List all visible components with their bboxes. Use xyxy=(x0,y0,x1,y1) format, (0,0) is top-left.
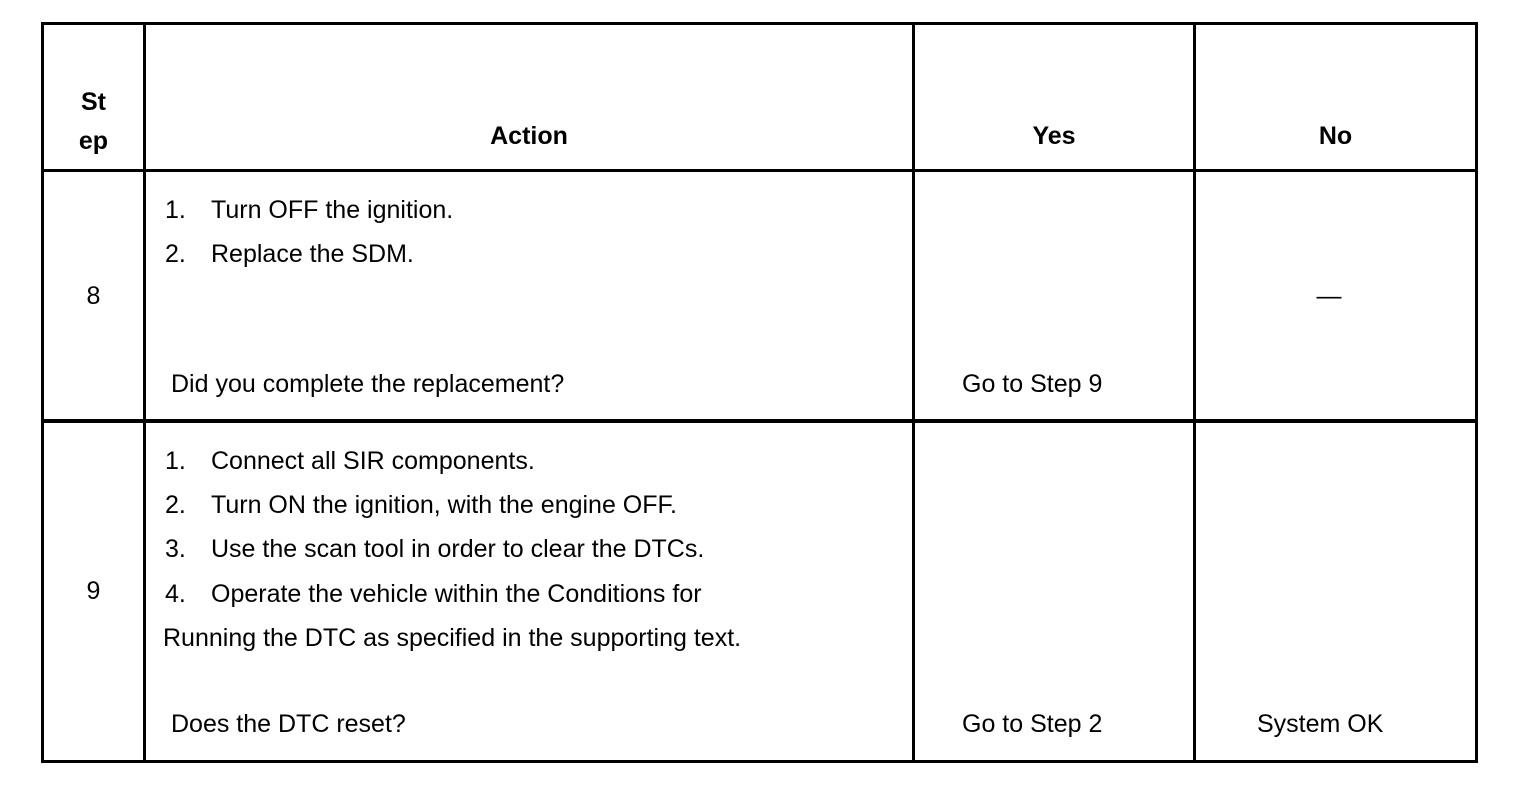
step-number: 9 xyxy=(86,577,101,605)
header-step-line1: St xyxy=(81,88,106,116)
action-item-number: 3. xyxy=(165,535,186,563)
step-number: 8 xyxy=(86,282,101,310)
header-bottom-border xyxy=(41,169,1478,172)
header-step-line2: ep xyxy=(78,127,109,155)
action-item xyxy=(165,534,704,564)
no-result: System OK xyxy=(1257,710,1384,738)
action-question: Did you complete the replacement? xyxy=(171,370,565,398)
no-result: — xyxy=(1316,282,1342,310)
action-item-number: 1. xyxy=(165,196,186,224)
header-step xyxy=(44,83,143,161)
action-item-number: 4. xyxy=(165,580,186,608)
action-item-text: Use the scan tool in order to clear the DTCs. xyxy=(211,535,705,563)
action-item xyxy=(165,446,535,476)
action-item-number: 2. xyxy=(165,240,186,268)
yes-result: Go to Step 9 xyxy=(962,370,1103,398)
right-border xyxy=(1475,22,1478,763)
action-item xyxy=(165,239,414,269)
action-item xyxy=(165,490,677,520)
action-item xyxy=(165,579,702,609)
action-question: Does the DTC reset? xyxy=(171,710,406,738)
action-item-text: Turn OFF the ignition. xyxy=(211,196,454,224)
action-continuation: Running the DTC as specified in the supporting text. xyxy=(163,624,742,652)
action-item-number: 1. xyxy=(165,447,186,475)
action-item-text: Replace the SDM. xyxy=(211,240,414,268)
yes-result: Go to Step 2 xyxy=(962,710,1103,738)
table-top-border xyxy=(41,22,1478,25)
header-action: Action xyxy=(490,122,568,150)
action-item-text: Operate the vehicle within the Conditions for xyxy=(211,580,702,608)
action-item-text: Connect all SIR components. xyxy=(211,447,535,475)
action-item-number: 2. xyxy=(165,491,186,519)
table-bottom-border xyxy=(41,760,1478,763)
row-divider xyxy=(41,419,1478,423)
action-item-text: Turn ON the ignition, with the engine OFF. xyxy=(211,491,677,519)
header-yes: Yes xyxy=(1032,122,1076,150)
action-item xyxy=(165,195,453,225)
header-no: No xyxy=(1318,122,1353,150)
